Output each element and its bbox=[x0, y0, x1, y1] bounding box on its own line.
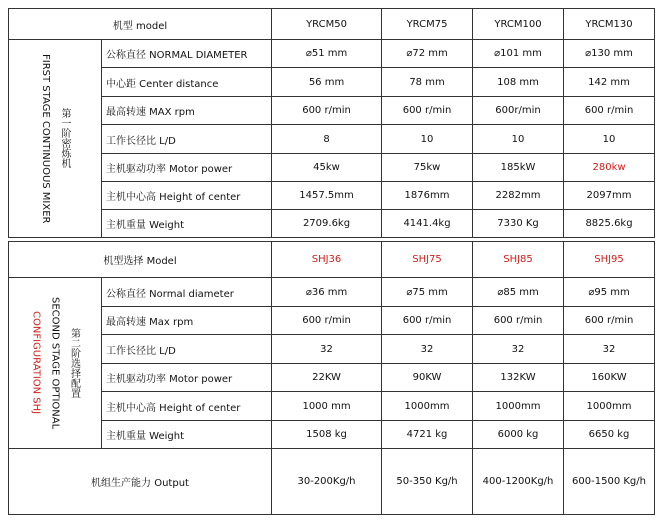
cell: 2097mm bbox=[564, 182, 655, 210]
model-shj95: SHJ95 bbox=[564, 242, 655, 278]
cell: 6000 kg bbox=[473, 421, 564, 449]
cell: 600 r/min bbox=[473, 307, 564, 335]
model-shj36: SHJ36 bbox=[272, 242, 382, 278]
cell: 1000mm bbox=[473, 392, 564, 421]
section1-header-row bbox=[9, 9, 655, 40]
cell: ⌀101 mm bbox=[473, 40, 564, 68]
table-row bbox=[9, 154, 655, 182]
row-label: 主机重量 Weight bbox=[102, 210, 272, 238]
cell: 1000mm bbox=[382, 392, 473, 421]
cell: ⌀36 mm bbox=[272, 278, 382, 307]
cell: ⌀75 mm bbox=[382, 278, 473, 307]
cell: 1508 kg bbox=[272, 421, 382, 449]
output-value: 600-1500 Kg/h bbox=[564, 449, 655, 515]
cell: 1457.5mm bbox=[272, 182, 382, 210]
cell: 1000mm bbox=[564, 392, 655, 421]
cell: 8 bbox=[272, 125, 382, 154]
cell: 108 mm bbox=[473, 68, 564, 97]
cell: 32 bbox=[382, 335, 473, 364]
cell: 45kw bbox=[272, 154, 382, 182]
section2-side-en2: CONFIGURATION SHJ bbox=[30, 311, 42, 415]
table-row bbox=[9, 182, 655, 210]
table-row bbox=[9, 278, 655, 307]
table-row bbox=[9, 364, 655, 392]
output-row bbox=[9, 449, 655, 515]
cell: 22KW bbox=[272, 364, 382, 392]
cell: 10 bbox=[382, 125, 473, 154]
cell: 600 r/min bbox=[272, 97, 382, 125]
cell: 600r/min bbox=[473, 97, 564, 125]
cell: 600 r/min bbox=[564, 97, 655, 125]
row-label: 最高转速 MAX rpm bbox=[102, 97, 272, 125]
table-row bbox=[9, 125, 655, 154]
spec-table bbox=[8, 8, 655, 515]
model-shj85: SHJ85 bbox=[473, 242, 564, 278]
cell: 2709.6kg bbox=[272, 210, 382, 238]
row-label: 主机中心高 Height of center bbox=[102, 182, 272, 210]
section2-header-label: 机型选择 Model bbox=[9, 242, 272, 278]
cell: 185kW bbox=[473, 154, 564, 182]
output-value: 30-200Kg/h bbox=[272, 449, 382, 515]
table-row bbox=[9, 40, 655, 68]
cell: 8825.6kg bbox=[564, 210, 655, 238]
cell: 1876mm bbox=[382, 182, 473, 210]
cell-highlight: 280kw bbox=[564, 154, 655, 182]
table-row bbox=[9, 307, 655, 335]
row-label: 中心距 Center distance bbox=[102, 68, 272, 97]
cell: 132KW bbox=[473, 364, 564, 392]
row-label: 主机重量 Weight bbox=[102, 421, 272, 449]
cell: 56 mm bbox=[272, 68, 382, 97]
row-label: 工作长径比 L/D bbox=[102, 335, 272, 364]
cell: ⌀95 mm bbox=[564, 278, 655, 307]
cell: 32 bbox=[272, 335, 382, 364]
cell: 6650 kg bbox=[564, 421, 655, 449]
section2-side-en: SECOND STAGE OPTIONAL bbox=[49, 296, 61, 430]
model-yrcm130: YRCM130 bbox=[564, 9, 655, 40]
section2-side-cn: 第二阶选择配置 bbox=[68, 327, 80, 398]
model-shj75: SHJ75 bbox=[382, 242, 473, 278]
cell: 10 bbox=[564, 125, 655, 154]
table-row bbox=[9, 335, 655, 364]
cell: 600 r/min bbox=[382, 97, 473, 125]
section1-side-cn: 第一阶密炼机 bbox=[59, 108, 70, 169]
row-label: 最高转速 Max rpm bbox=[102, 307, 272, 335]
cell: ⌀85 mm bbox=[473, 278, 564, 307]
table-row bbox=[9, 421, 655, 449]
cell: 32 bbox=[473, 335, 564, 364]
row-label: 工作长径比 L/D bbox=[102, 125, 272, 154]
cell: 160KW bbox=[564, 364, 655, 392]
cell: ⌀51 mm bbox=[272, 40, 382, 68]
cell: 1000 mm bbox=[272, 392, 382, 421]
cell: 4141.4kg bbox=[382, 210, 473, 238]
table-row bbox=[9, 97, 655, 125]
cell: 7330 Kg bbox=[473, 210, 564, 238]
cell: 4721 kg bbox=[382, 421, 473, 449]
cell: ⌀130 mm bbox=[564, 40, 655, 68]
cell: 75kw bbox=[382, 154, 473, 182]
section2-side-label bbox=[9, 278, 102, 449]
row-label: 主机驱动功率 Motor power bbox=[102, 364, 272, 392]
cell: 2282mm bbox=[473, 182, 564, 210]
section1-side-en: FIRST STAGE CONTINUOUS MIXER bbox=[40, 53, 51, 224]
row-label: 公称直径 NORMAL DIAMETER bbox=[102, 40, 272, 68]
cell: 600 r/min bbox=[272, 307, 382, 335]
section1-side-label bbox=[9, 40, 102, 238]
section1-header-label: 机型 model bbox=[9, 9, 272, 40]
model-yrcm75: YRCM75 bbox=[382, 9, 473, 40]
model-yrcm100: YRCM100 bbox=[473, 9, 564, 40]
cell: 78 mm bbox=[382, 68, 473, 97]
cell: 142 mm bbox=[564, 68, 655, 97]
cell: ⌀72 mm bbox=[382, 40, 473, 68]
cell: 600 r/min bbox=[382, 307, 473, 335]
output-value: 50-350 Kg/h bbox=[382, 449, 473, 515]
output-value: 400-1200Kg/h bbox=[473, 449, 564, 515]
cell: 32 bbox=[564, 335, 655, 364]
spec-table-frame bbox=[8, 8, 654, 522]
section2-header-row bbox=[9, 242, 655, 278]
cell: 600 r/min bbox=[564, 307, 655, 335]
cell: 90KW bbox=[382, 364, 473, 392]
row-label: 公称直径 Normal diameter bbox=[102, 278, 272, 307]
output-label: 机组生产能力 Output bbox=[9, 449, 272, 515]
table-row bbox=[9, 392, 655, 421]
table-row bbox=[9, 210, 655, 238]
row-label: 主机驱动功率 Motor power bbox=[102, 154, 272, 182]
model-yrcm50: YRCM50 bbox=[272, 9, 382, 40]
cell: 10 bbox=[473, 125, 564, 154]
table-row bbox=[9, 68, 655, 97]
row-label: 主机中心高 Height of center bbox=[102, 392, 272, 421]
